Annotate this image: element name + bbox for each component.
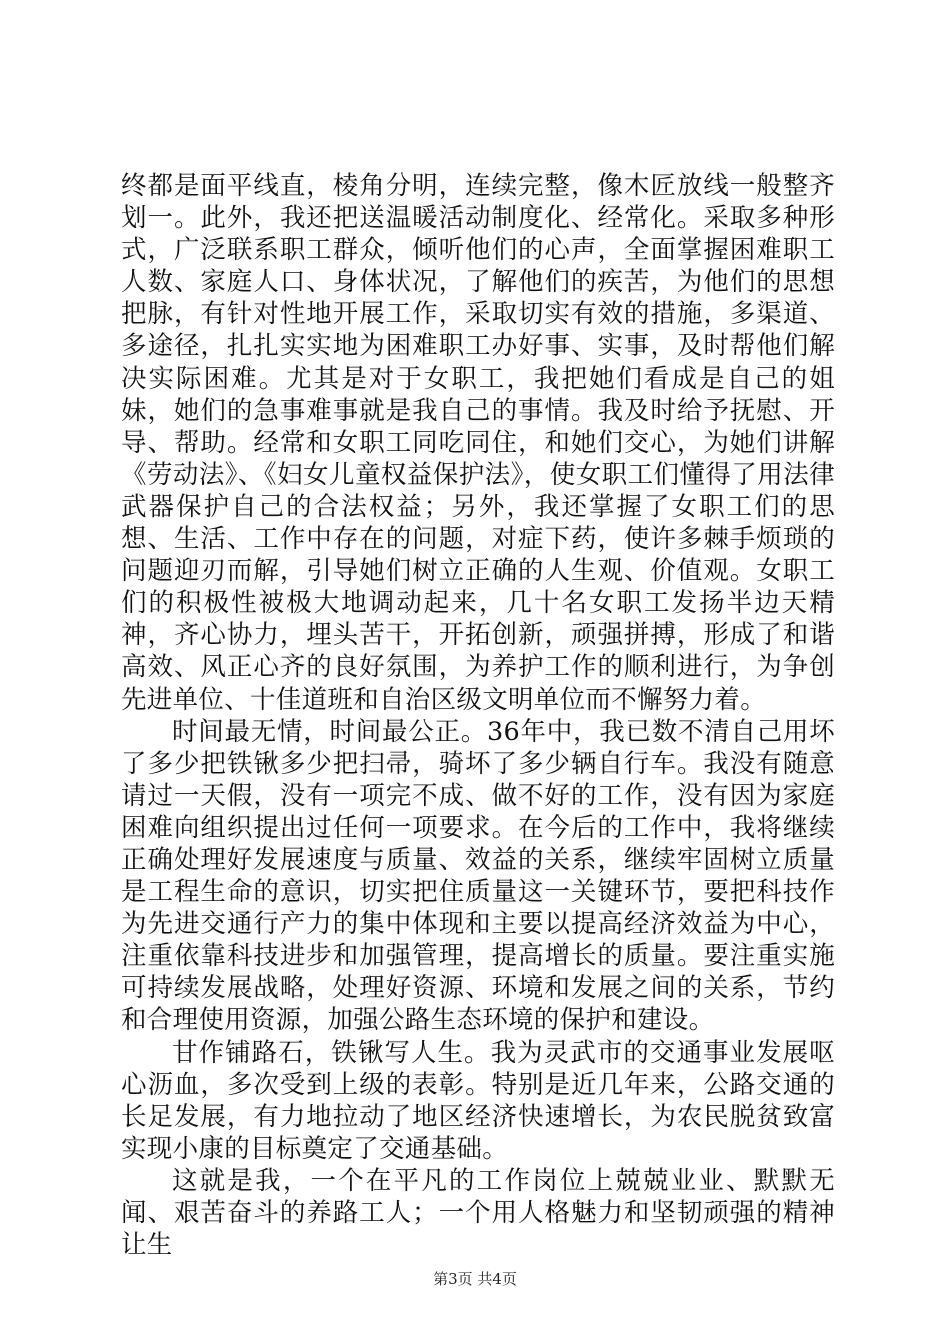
paragraph-2: 时间最无情，时间最公正。36年中，我已数不清自己用坏了多少把铁锹多少把扫帚，骑坏了多少辆自行车。我没有随意请过一天假，没有一项完不成、做不好的工作，没有因为家庭困难向组织提出过任何一项要求。在今后的工作中，我将继续正确处理好发展速度与质量、效益的关系，继续牢固树立质量是工程生命的意识，切实把住质量这一关键环节，要把科技作为先进交通行产力的集中体现和主要以提高经济效益为中心，注重依靠科技进步和加强管理，提高增长的质量。要注重实施可持续发展战略，处理好资源、环境和发展之间的关系，节约和合理使用资源，加强公路生态环境的保护和建设。 (121, 716, 835, 1036)
page-number-footer: 第3页 共4页 (433, 1270, 517, 1288)
paragraph-4: 这就是我，一个在平凡的工作岗位上兢兢业业、默默无闻、艰苦奋斗的养路工人；一个用人格魅力和坚韧顽强的精神让生 (121, 1165, 835, 1261)
paragraph-3: 甘作铺路石，铁锹写人生。我为灵武市的交通事业发展呕心沥血，多次受到上级的表彰。特别是近几年来，公路交通的长足发展，有力地拉动了地区经济快速增长，为农民脱贫致富实现小康的目标奠定了交通基础。 (121, 1037, 835, 1164)
paragraph-1: 终都是面平线直，棱角分明，连续完整，像木匠放线一般整齐划一。此外，我还把送温暖活动制度化、经常化。采取多种形式，广泛联系职工群众，倾听他们的心声，全面掌握困难职工人数、家庭人口、身体状况，了解他们的疾苦，为他们的思想把脉，有针对性地开展工作，采取切实有效的措施，多渠道、多途径，扎扎实实地为困难职工办好事、实事，及时帮他们解决实际困难。尤其是对于女职工，我把她们看成是自己的姐妹，她们的急事难事就是我自己的事情。我及时给予抚慰、开导、帮助。经常和女职工同吃同住，和她们交心，为她们讲解《劳动法》、《妇女儿童权益保护法》，使女职工们懂得了用法律武器保护自己的合法权益；另外，我还掌握了女职工们的思想、生活、工作中存在的问题，对症下药，使许多棘手烦琐的问题迎刃而解，引导她们树立正确的人生观、价值观。女职工们的积极性被极大地调动起来，几十名女职工发扬半边天精神，齐心协力，埋头苦干，开拓创新，顽强拼搏，形成了和谐高效、风正心齐的良好氛围，为养护工作的顺利进行，为争创先进单位、十佳道班和自治区级文明单位而不懈努力着。 (121, 171, 835, 715)
document-body (121, 170, 835, 1261)
